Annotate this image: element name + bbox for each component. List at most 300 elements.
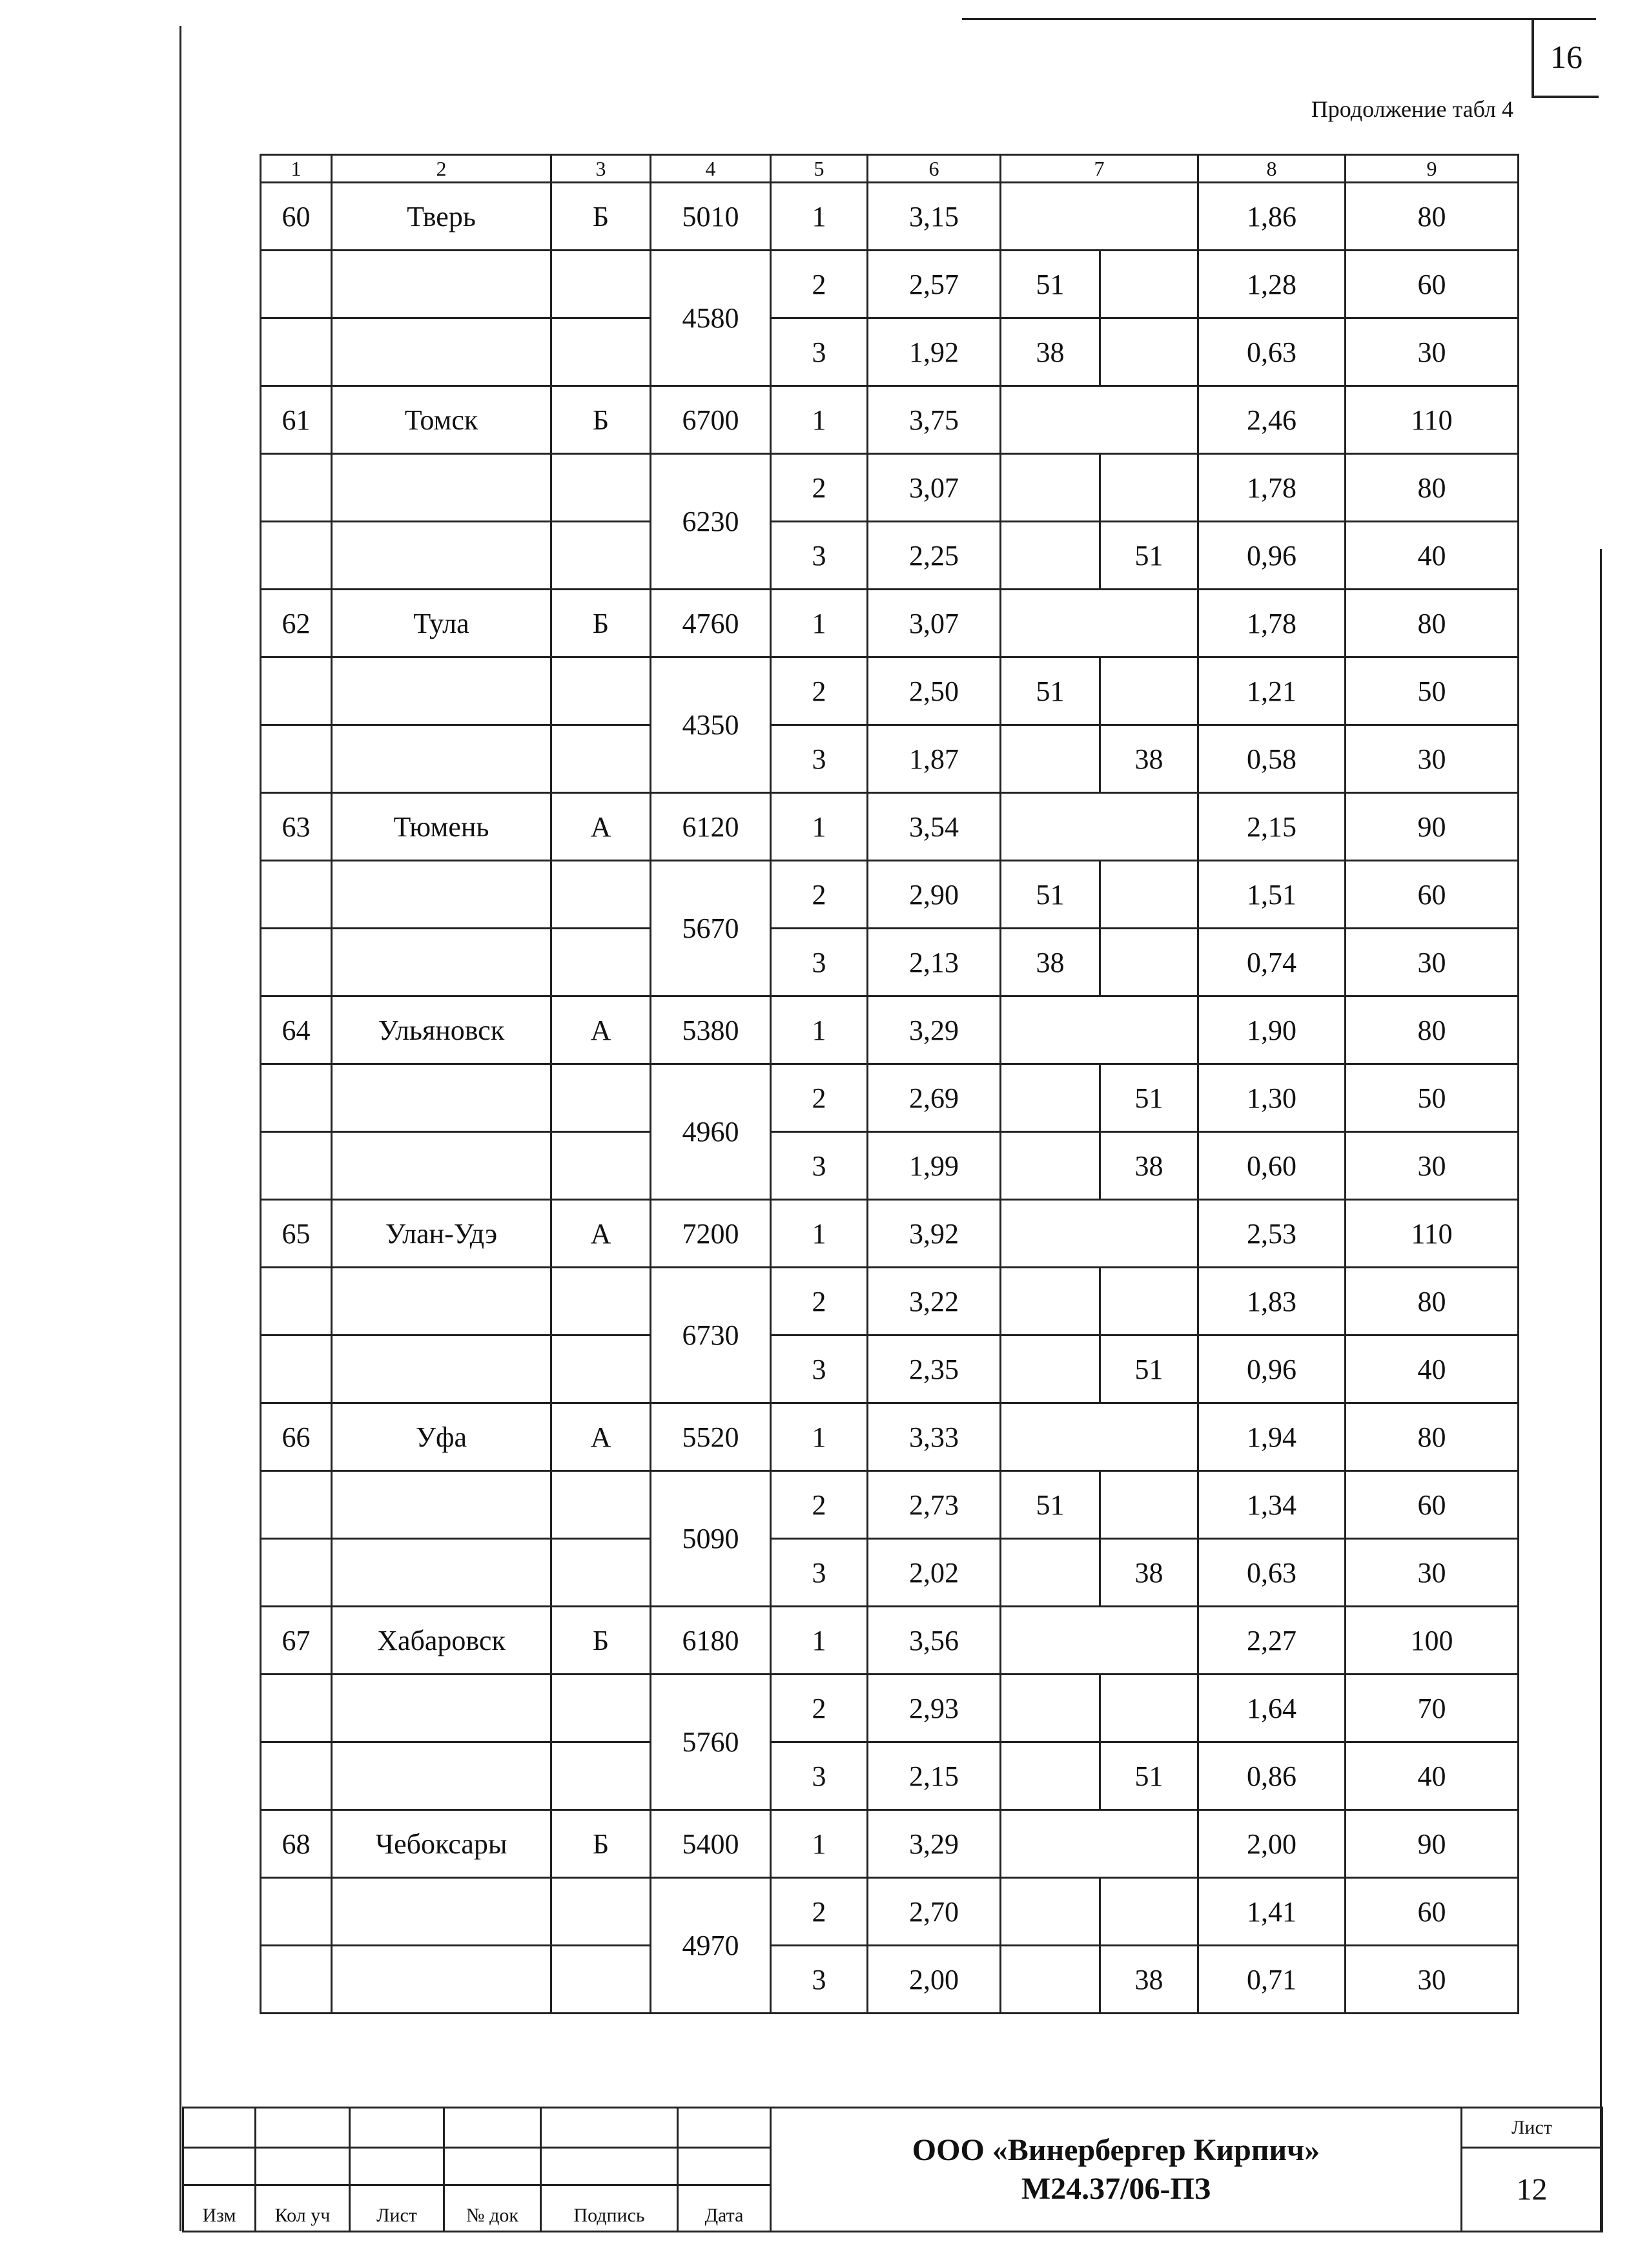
col8-value: 1,21 xyxy=(1198,657,1346,725)
zone-code: Б xyxy=(551,183,651,251)
base-value: 6120 xyxy=(651,793,771,861)
data-table xyxy=(260,154,1519,2014)
row-number: 60 xyxy=(261,183,332,251)
city-name xyxy=(332,1471,551,1539)
col7-right-value: 51 xyxy=(1100,1335,1198,1403)
city-name xyxy=(332,1539,551,1607)
col9-value: 80 xyxy=(1346,996,1519,1064)
row-number xyxy=(261,1064,332,1132)
alt-value: 5760 xyxy=(651,1675,771,1810)
col7-right-value xyxy=(1100,861,1198,929)
table-row xyxy=(261,318,1519,386)
frame-top-line xyxy=(962,18,1596,20)
variant-number: 3 xyxy=(771,1335,868,1403)
revision-cell xyxy=(541,2148,678,2185)
col9-value: 30 xyxy=(1346,1539,1519,1607)
col7-right-value xyxy=(1100,1268,1198,1335)
col7-value xyxy=(1001,793,1198,861)
revision-cell xyxy=(350,2148,444,2185)
revision-cell xyxy=(350,2108,444,2148)
table-row xyxy=(261,590,1519,657)
row-number xyxy=(261,1539,332,1607)
city-name xyxy=(332,454,551,522)
col9-value: 80 xyxy=(1346,454,1519,522)
zone-code xyxy=(551,1132,651,1200)
row-number xyxy=(261,1471,332,1539)
table-row xyxy=(261,1539,1519,1607)
col6-value: 3,33 xyxy=(868,1403,1001,1471)
base-value: 7200 xyxy=(651,1200,771,1268)
city-name: Ульяновск xyxy=(332,996,551,1064)
table-row xyxy=(261,1403,1519,1471)
zone-code: А xyxy=(551,996,651,1064)
col8-value: 1,64 xyxy=(1198,1675,1346,1742)
zone-code xyxy=(551,1064,651,1132)
col7-right-value: 38 xyxy=(1100,1539,1198,1607)
col7-left-value: 51 xyxy=(1001,1471,1100,1539)
label-sheet: Лист xyxy=(350,2185,444,2232)
frame-right-border xyxy=(1600,549,1602,2231)
revision-cell xyxy=(256,2148,350,2185)
variant-number: 2 xyxy=(771,1064,868,1132)
zone-code xyxy=(551,454,651,522)
zone-code xyxy=(551,929,651,996)
col7-right-value: 51 xyxy=(1100,522,1198,590)
variant-number: 2 xyxy=(771,1675,868,1742)
variant-number: 1 xyxy=(771,1200,868,1268)
zone-code: Б xyxy=(551,590,651,657)
variant-number: 1 xyxy=(771,386,868,454)
col7-left-value: 51 xyxy=(1001,251,1100,318)
col9-value: 30 xyxy=(1346,1132,1519,1200)
col7-value xyxy=(1001,996,1198,1064)
label-change: Изм xyxy=(183,2185,256,2232)
variant-number: 1 xyxy=(771,590,868,657)
col7-left-value xyxy=(1001,1335,1100,1403)
city-name xyxy=(332,522,551,590)
revision-cell xyxy=(444,2148,541,2185)
variant-number: 2 xyxy=(771,1471,868,1539)
col6-value: 2,35 xyxy=(868,1335,1001,1403)
variant-number: 3 xyxy=(771,725,868,793)
col9-value: 30 xyxy=(1346,725,1519,793)
city-name: Улан-Удэ xyxy=(332,1200,551,1268)
revision-cell xyxy=(183,2148,256,2185)
column-header: 3 xyxy=(551,155,651,183)
col8-value: 0,58 xyxy=(1198,725,1346,793)
col9-value: 110 xyxy=(1346,1200,1519,1268)
variant-number: 1 xyxy=(771,793,868,861)
col8-value: 0,60 xyxy=(1198,1132,1346,1200)
row-number: 63 xyxy=(261,793,332,861)
city-name xyxy=(332,1878,551,1946)
zone-code: А xyxy=(551,793,651,861)
city-name xyxy=(332,657,551,725)
zone-code xyxy=(551,861,651,929)
col7-left-value: 51 xyxy=(1001,657,1100,725)
col6-value: 3,15 xyxy=(868,183,1001,251)
col7-left-value xyxy=(1001,1878,1100,1946)
frame-left-border xyxy=(179,26,181,2231)
organization-name: ООО «Винербергер Кирпич» xyxy=(912,2132,1320,2167)
col7-right-value xyxy=(1100,1471,1198,1539)
base-value: 4760 xyxy=(651,590,771,657)
col7-right-value xyxy=(1100,454,1198,522)
base-value: 6180 xyxy=(651,1607,771,1675)
row-number xyxy=(261,1268,332,1335)
col7-value xyxy=(1001,183,1198,251)
col7-right-value: 38 xyxy=(1100,1946,1198,2014)
col9-value: 100 xyxy=(1346,1607,1519,1675)
table-row xyxy=(261,929,1519,996)
city-name xyxy=(332,1946,551,2014)
zone-code xyxy=(551,318,651,386)
label-doc-number: № док xyxy=(444,2185,541,2232)
city-name xyxy=(332,861,551,929)
col6-value: 2,73 xyxy=(868,1471,1001,1539)
label-signature: Подпись xyxy=(541,2185,678,2232)
col8-value: 2,46 xyxy=(1198,386,1346,454)
column-header: 4 xyxy=(651,155,771,183)
col6-value: 2,00 xyxy=(868,1946,1001,2014)
zone-code xyxy=(551,1335,651,1403)
city-name xyxy=(332,1064,551,1132)
city-name xyxy=(332,1335,551,1403)
col9-value: 60 xyxy=(1346,861,1519,929)
table-row xyxy=(261,454,1519,522)
sheet-label: Лист xyxy=(1462,2108,1603,2148)
row-number xyxy=(261,657,332,725)
table-row xyxy=(261,522,1519,590)
col9-value: 80 xyxy=(1346,1268,1519,1335)
alt-value: 5090 xyxy=(651,1471,771,1607)
table-row xyxy=(261,251,1519,318)
table-row xyxy=(261,793,1519,861)
col8-value: 1,78 xyxy=(1198,590,1346,657)
col8-value: 1,90 xyxy=(1198,996,1346,1064)
col8-value: 1,86 xyxy=(1198,183,1346,251)
col7-left-value xyxy=(1001,1132,1100,1200)
col9-value: 40 xyxy=(1346,522,1519,590)
document-code: М24.37/06-ПЗ xyxy=(1021,2171,1211,2206)
label-date: Дата xyxy=(678,2185,771,2232)
col9-value: 40 xyxy=(1346,1742,1519,1810)
row-number: 65 xyxy=(261,1200,332,1268)
col7-value xyxy=(1001,1403,1198,1471)
row-number xyxy=(261,251,332,318)
col9-value: 60 xyxy=(1346,1878,1519,1946)
col8-value: 0,86 xyxy=(1198,1742,1346,1810)
col6-value: 3,92 xyxy=(868,1200,1001,1268)
revision-cell xyxy=(541,2108,678,2148)
row-number xyxy=(261,929,332,996)
variant-number: 3 xyxy=(771,1539,868,1607)
col8-value: 1,30 xyxy=(1198,1064,1346,1132)
revision-cell xyxy=(183,2108,256,2148)
column-header: 2 xyxy=(332,155,551,183)
table-row xyxy=(261,1742,1519,1810)
col7-left-value xyxy=(1001,454,1100,522)
variant-number: 2 xyxy=(771,657,868,725)
row-number xyxy=(261,1335,332,1403)
column-header: 9 xyxy=(1346,155,1519,183)
col8-value: 0,96 xyxy=(1198,1335,1346,1403)
col6-value: 2,25 xyxy=(868,522,1001,590)
variant-number: 2 xyxy=(771,861,868,929)
table-row xyxy=(261,183,1519,251)
table-row xyxy=(261,996,1519,1064)
col6-value: 2,90 xyxy=(868,861,1001,929)
col7-value xyxy=(1001,386,1198,454)
table-row xyxy=(261,1200,1519,1268)
col7-left-value xyxy=(1001,725,1100,793)
col6-value: 2,50 xyxy=(868,657,1001,725)
col7-right-value xyxy=(1100,318,1198,386)
col7-left-value xyxy=(1001,1268,1100,1335)
city-name: Тула xyxy=(332,590,551,657)
col7-right-value: 51 xyxy=(1100,1742,1198,1810)
title-block xyxy=(182,2107,1603,2232)
zone-code: А xyxy=(551,1200,651,1268)
col6-value: 2,57 xyxy=(868,251,1001,318)
zone-code xyxy=(551,657,651,725)
col7-value xyxy=(1001,590,1198,657)
alt-value: 4970 xyxy=(651,1878,771,2014)
table-row xyxy=(261,1064,1519,1132)
col7-left-value xyxy=(1001,1742,1100,1810)
variant-number: 2 xyxy=(771,1878,868,1946)
col8-value: 1,83 xyxy=(1198,1268,1346,1335)
table-row xyxy=(261,1471,1519,1539)
col7-value xyxy=(1001,1810,1198,1878)
variant-number: 3 xyxy=(771,1742,868,1810)
table-row xyxy=(261,1878,1519,1946)
col7-value xyxy=(1001,1607,1198,1675)
row-number xyxy=(261,1742,332,1810)
col8-value: 0,74 xyxy=(1198,929,1346,996)
zone-code xyxy=(551,1471,651,1539)
zone-code xyxy=(551,1268,651,1335)
col6-value: 2,02 xyxy=(868,1539,1001,1607)
alt-value: 6230 xyxy=(651,454,771,590)
column-header: 6 xyxy=(868,155,1001,183)
table-row xyxy=(261,1675,1519,1742)
col6-value: 2,70 xyxy=(868,1878,1001,1946)
row-number xyxy=(261,1675,332,1742)
variant-number: 3 xyxy=(771,1132,868,1200)
col6-value: 3,22 xyxy=(868,1268,1001,1335)
table-row xyxy=(261,1607,1519,1675)
col6-value: 2,13 xyxy=(868,929,1001,996)
alt-value: 5670 xyxy=(651,861,771,996)
zone-code: Б xyxy=(551,1607,651,1675)
row-number: 66 xyxy=(261,1403,332,1471)
col6-value: 3,75 xyxy=(868,386,1001,454)
col9-value: 80 xyxy=(1346,183,1519,251)
row-number: 64 xyxy=(261,996,332,1064)
col8-value: 2,27 xyxy=(1198,1607,1346,1675)
col6-value: 1,99 xyxy=(868,1132,1001,1200)
col7-right-value: 51 xyxy=(1100,1064,1198,1132)
column-header: 1 xyxy=(261,155,332,183)
revision-cell xyxy=(678,2148,771,2185)
variant-number: 3 xyxy=(771,929,868,996)
col8-value: 1,41 xyxy=(1198,1878,1346,1946)
col7-value xyxy=(1001,1200,1198,1268)
zone-code xyxy=(551,1539,651,1607)
table-header-row xyxy=(261,155,1519,183)
city-name xyxy=(332,1742,551,1810)
col9-value: 90 xyxy=(1346,1810,1519,1878)
zone-code xyxy=(551,1675,651,1742)
zone-code xyxy=(551,725,651,793)
row-number xyxy=(261,522,332,590)
zone-code: Б xyxy=(551,1810,651,1878)
variant-number: 1 xyxy=(771,183,868,251)
alt-value: 6730 xyxy=(651,1268,771,1403)
col7-left-value xyxy=(1001,1064,1100,1132)
column-header: 7 xyxy=(1001,155,1198,183)
row-number xyxy=(261,318,332,386)
variant-number: 2 xyxy=(771,1268,868,1335)
revision-cell xyxy=(678,2108,771,2148)
alt-value: 4580 xyxy=(651,251,771,386)
sheet-number: 12 xyxy=(1462,2148,1603,2232)
col6-value: 3,54 xyxy=(868,793,1001,861)
col8-value: 0,63 xyxy=(1198,1539,1346,1607)
city-name xyxy=(332,251,551,318)
table-row xyxy=(261,657,1519,725)
col7-left-value xyxy=(1001,1539,1100,1607)
row-number xyxy=(261,1946,332,2014)
col7-left-value: 38 xyxy=(1001,318,1100,386)
col7-left-value xyxy=(1001,1946,1100,2014)
city-name xyxy=(332,725,551,793)
col7-left-value: 38 xyxy=(1001,929,1100,996)
col8-value: 0,63 xyxy=(1198,318,1346,386)
col8-value: 1,28 xyxy=(1198,251,1346,318)
zone-code: А xyxy=(551,1403,651,1471)
row-number xyxy=(261,1132,332,1200)
table-row xyxy=(261,1946,1519,2014)
table-row xyxy=(261,725,1519,793)
col6-value: 2,69 xyxy=(868,1064,1001,1132)
row-number xyxy=(261,454,332,522)
col7-right-value xyxy=(1100,1878,1198,1946)
city-name: Тверь xyxy=(332,183,551,251)
col9-value: 50 xyxy=(1346,1064,1519,1132)
col8-value: 0,71 xyxy=(1198,1946,1346,2014)
col7-left-value xyxy=(1001,1675,1100,1742)
zone-code xyxy=(551,251,651,318)
col6-value: 3,29 xyxy=(868,996,1001,1064)
variant-number: 1 xyxy=(771,1403,868,1471)
col9-value: 110 xyxy=(1346,386,1519,454)
city-name xyxy=(332,929,551,996)
city-name: Хабаровск xyxy=(332,1607,551,1675)
organization-cell xyxy=(771,2108,1462,2232)
city-name: Тюмень xyxy=(332,793,551,861)
variant-number: 2 xyxy=(771,454,868,522)
variant-number: 1 xyxy=(771,1607,868,1675)
variant-number: 1 xyxy=(771,996,868,1064)
row-number xyxy=(261,725,332,793)
zone-code: Б xyxy=(551,386,651,454)
city-name xyxy=(332,1675,551,1742)
col7-right-value xyxy=(1100,1675,1198,1742)
col6-value: 3,56 xyxy=(868,1607,1001,1675)
table-continuation-label: Продолжение табл 4 xyxy=(1311,96,1513,122)
col6-value: 2,93 xyxy=(868,1675,1001,1742)
base-value: 5010 xyxy=(651,183,771,251)
variant-number: 1 xyxy=(771,1810,868,1878)
alt-value: 4350 xyxy=(651,657,771,793)
column-header: 8 xyxy=(1198,155,1346,183)
variant-number: 3 xyxy=(771,318,868,386)
col6-value: 3,07 xyxy=(868,590,1001,657)
col7-left-value: 51 xyxy=(1001,861,1100,929)
col7-right-value: 38 xyxy=(1100,1132,1198,1200)
col7-right-value xyxy=(1100,251,1198,318)
zone-code xyxy=(551,1946,651,2014)
row-number: 68 xyxy=(261,1810,332,1878)
variant-number: 3 xyxy=(771,522,868,590)
row-number: 67 xyxy=(261,1607,332,1675)
col6-value: 2,15 xyxy=(868,1742,1001,1810)
table-row xyxy=(261,1335,1519,1403)
col6-value: 3,29 xyxy=(868,1810,1001,1878)
col9-value: 80 xyxy=(1346,1403,1519,1471)
table-row xyxy=(261,861,1519,929)
row-number xyxy=(261,1878,332,1946)
col6-value: 1,87 xyxy=(868,725,1001,793)
row-number: 62 xyxy=(261,590,332,657)
variant-number: 3 xyxy=(771,1946,868,2014)
col9-value: 30 xyxy=(1346,929,1519,996)
col7-right-value xyxy=(1100,657,1198,725)
zone-code xyxy=(551,1878,651,1946)
col7-left-value xyxy=(1001,522,1100,590)
col8-value: 0,96 xyxy=(1198,522,1346,590)
page-number: 16 xyxy=(1531,18,1599,98)
column-header: 5 xyxy=(771,155,868,183)
col9-value: 50 xyxy=(1346,657,1519,725)
col6-value: 1,92 xyxy=(868,318,1001,386)
col9-value: 90 xyxy=(1346,793,1519,861)
table-row xyxy=(261,386,1519,454)
city-name xyxy=(332,318,551,386)
col9-value: 40 xyxy=(1346,1335,1519,1403)
col9-value: 60 xyxy=(1346,251,1519,318)
col8-value: 2,53 xyxy=(1198,1200,1346,1268)
base-value: 5380 xyxy=(651,996,771,1064)
col6-value: 3,07 xyxy=(868,454,1001,522)
col9-value: 60 xyxy=(1346,1471,1519,1539)
col8-value: 1,51 xyxy=(1198,861,1346,929)
row-number xyxy=(261,861,332,929)
revision-cell xyxy=(444,2108,541,2148)
label-count: Кол уч xyxy=(256,2185,350,2232)
col8-value: 1,78 xyxy=(1198,454,1346,522)
col9-value: 70 xyxy=(1346,1675,1519,1742)
city-name: Уфа xyxy=(332,1403,551,1471)
table-row xyxy=(261,1810,1519,1878)
variant-number: 2 xyxy=(771,251,868,318)
city-name: Томск xyxy=(332,386,551,454)
col8-value: 1,94 xyxy=(1198,1403,1346,1471)
table-row xyxy=(261,1268,1519,1335)
revision-cell xyxy=(256,2108,350,2148)
